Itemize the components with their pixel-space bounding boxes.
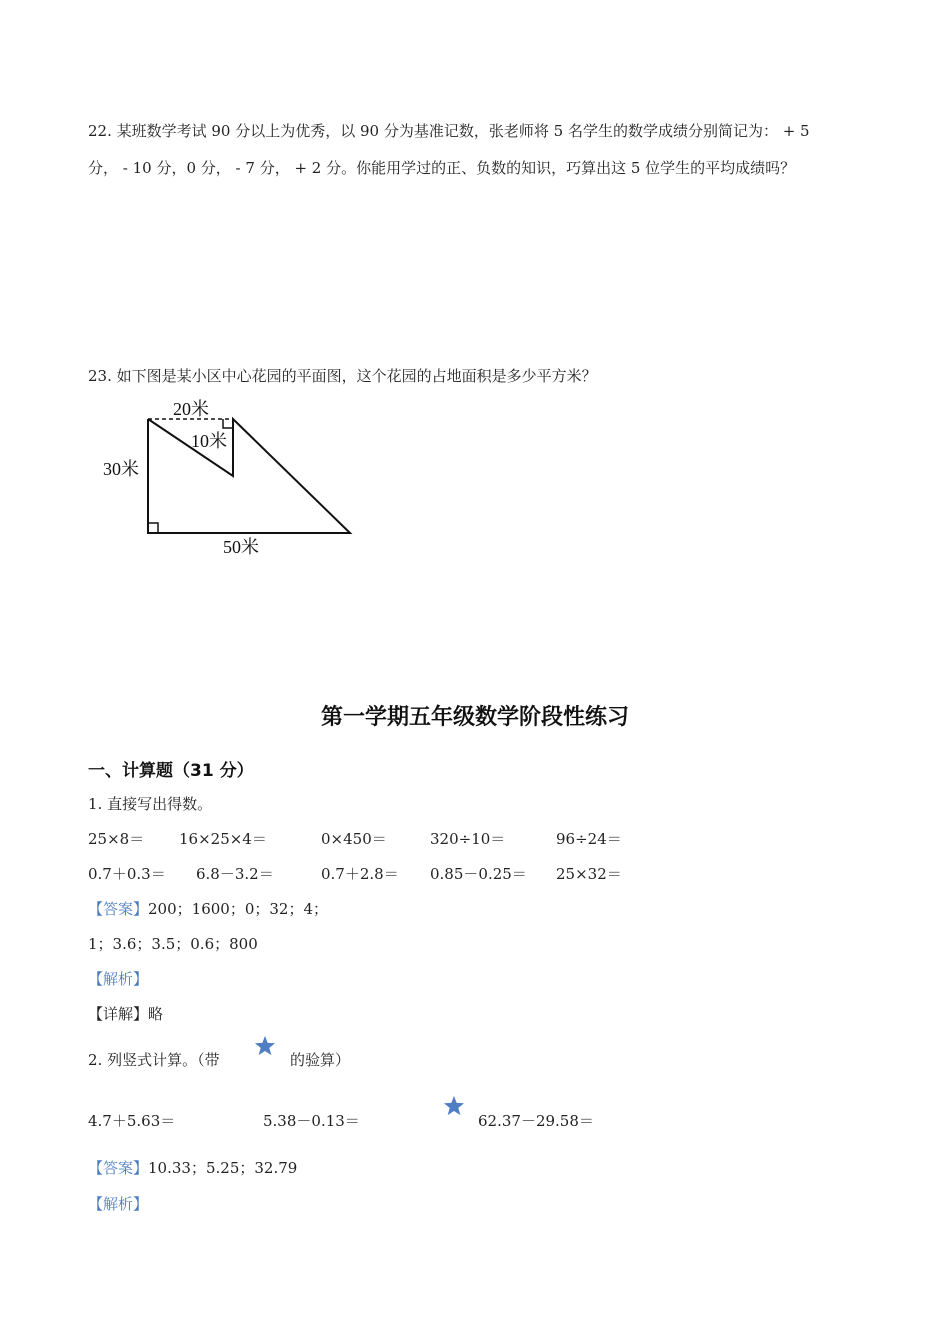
right-angle-bottom xyxy=(148,523,158,533)
q23-text: 23. 如下图是某小区中心花园的平面图，这个花园的占地面积是多少平方米？ xyxy=(88,367,597,385)
label-50m: 50米 xyxy=(223,537,259,557)
expr: 96÷24＝ xyxy=(556,830,622,848)
right-angle-top xyxy=(223,419,233,428)
p2-answer xyxy=(88,1157,297,1178)
p2-question-after: 的验算） xyxy=(290,1051,351,1069)
p2-item: 5.38－0.13＝ xyxy=(263,1112,360,1130)
q22-line1: 22. 某班数学考试 90 分以上为优秀，以 90 分为基准记数，张老师将 5 名学生的数学成绩分别简记为： + 5 xyxy=(88,122,810,140)
answer-tag: 【答案】 xyxy=(88,1159,149,1177)
garden-figure xyxy=(95,395,365,565)
garden-outline xyxy=(148,419,350,533)
expr: 0×450＝ xyxy=(321,830,387,848)
expr: 0.7＋2.8＝ xyxy=(321,865,399,883)
p1-answer-line2: 1；3.6；3.5；0.6；800 xyxy=(88,935,258,953)
expr: 25×32＝ xyxy=(556,865,622,883)
answer-tag: 【答案】 xyxy=(88,900,149,918)
p1-analysis-tag: 【解析】 xyxy=(88,970,149,988)
expr: 25×8＝ xyxy=(88,830,145,848)
page-title: 第一学期五年级数学阶段性练习 xyxy=(320,705,629,730)
label-20m: 20米 xyxy=(173,399,209,419)
expr: 320÷10＝ xyxy=(430,830,506,848)
p2-question-before: 2. 列竖式计算。（带 xyxy=(88,1051,220,1069)
answer-text: 10.33；5.25；32.79 xyxy=(148,1159,298,1177)
p2-item: 4.7＋5.63＝ xyxy=(88,1112,176,1130)
p1-detail xyxy=(88,1003,163,1024)
label-10m: 10米 xyxy=(191,431,227,451)
expr: 16×25×4＝ xyxy=(179,830,267,848)
detail-text: 略 xyxy=(148,1005,164,1023)
expr: 6.8－3.2＝ xyxy=(196,865,274,883)
answer-text: 200；1600；0；32；4； xyxy=(148,900,328,918)
star-icon xyxy=(443,1095,465,1117)
label-30m: 30米 xyxy=(103,459,139,479)
q22-line2: 分， - 10 分，0 分， - 7 分， + 2 分。你能用学过的正、负数的知识，巧算出这 5 位学生的平均成绩吗？ xyxy=(88,159,796,177)
p1-answer xyxy=(88,898,328,919)
expr: 0.7＋0.3＝ xyxy=(88,865,166,883)
detail-tag: 【详解】 xyxy=(88,1005,149,1023)
p1-question: 1. 直接写出得数。 xyxy=(88,795,213,813)
expr: 0.85－0.25＝ xyxy=(430,865,527,883)
star-icon xyxy=(254,1035,276,1057)
section-heading: 一、计算题（31 分） xyxy=(88,761,254,781)
p2-item: 62.37－29.58＝ xyxy=(478,1112,594,1130)
p2-analysis-tag: 【解析】 xyxy=(88,1195,149,1213)
